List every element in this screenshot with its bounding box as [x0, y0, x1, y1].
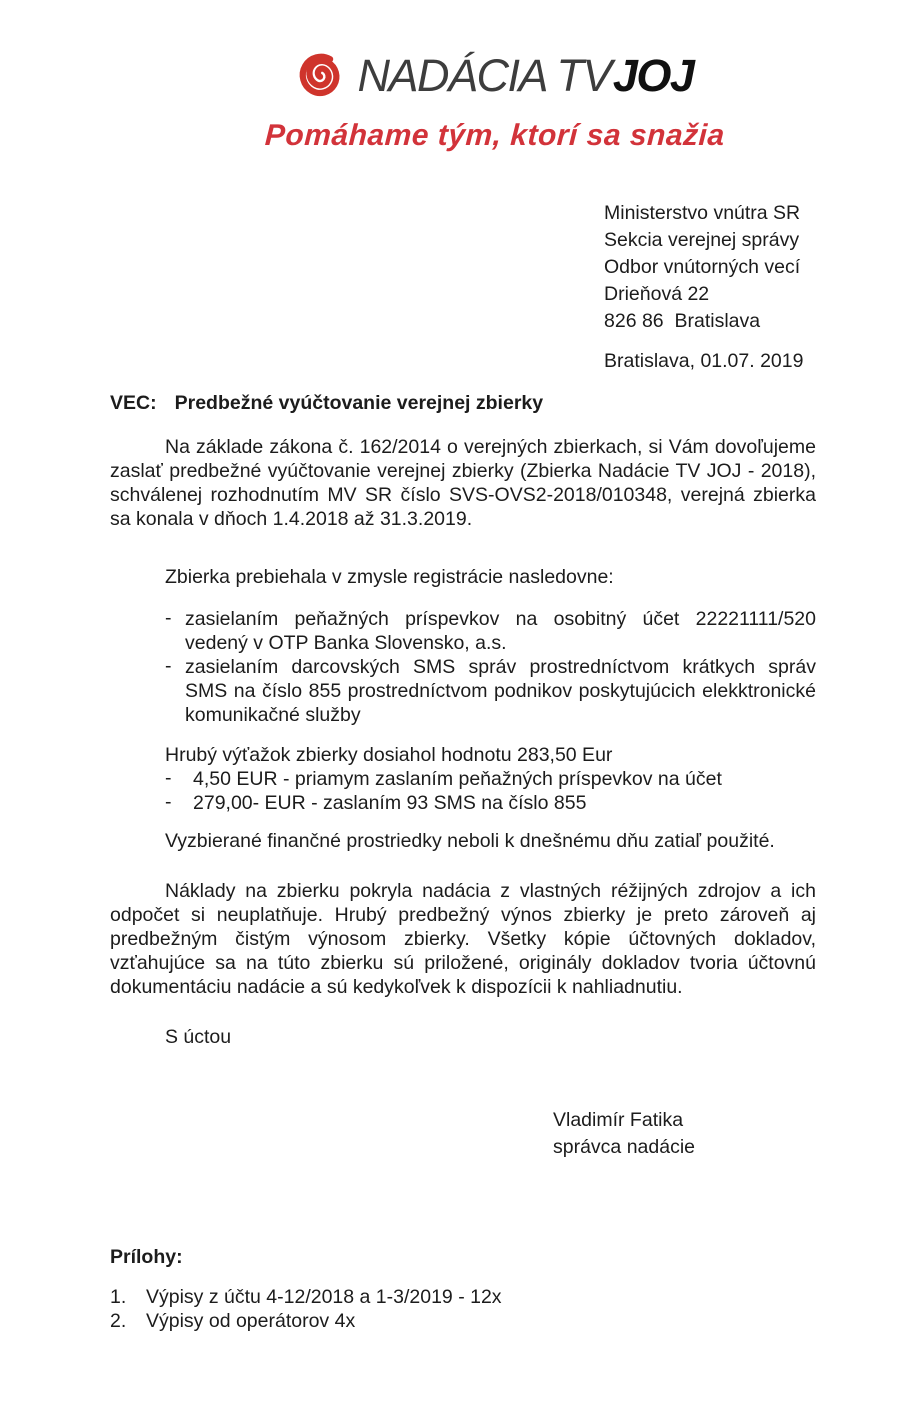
attachment-text: Výpisy z účtu 4-12/2018 a 1-3/2019 - 12x — [146, 1286, 502, 1308]
list-item: - 4,50 EUR - priamym zaslaním peňažných príspevkov na účet — [165, 767, 816, 791]
recipient-line: Ministerstvo vnútra SR — [604, 202, 801, 224]
attachment-item — [110, 1285, 816, 1309]
intro-paragraph: Na základe zákona č. 162/2014 o verejných zbierkach, si Vám dovoľujeme zaslať predbežné vyúčtovanie verejnej zbierky (Zbierka Nadácie TV JOJ - 2018), schválenej rozhodnutím MV SR číslo SVS-OVS2-2018/010348, verejná zbierka sa konala v dňoch 1.4.2018 až 31.3.2019. — [110, 436, 816, 530]
signatory-title: správca nadácie — [553, 1136, 696, 1158]
subject-label: VEC: — [110, 392, 157, 414]
recipient-line: Odbor vnútorných vecí — [604, 256, 801, 278]
attachment-text: Výpisy od operátorov 4x — [146, 1310, 356, 1332]
attachment-number: 1. — [110, 1286, 127, 1308]
joj-swirl-icon — [285, 41, 356, 110]
list-item: - 279,00- EUR - zaslaním 93 SMS na číslo 855 — [165, 791, 816, 815]
collection-methods-list — [165, 607, 816, 727]
attachments-title: Prílohy: — [110, 1246, 183, 1268]
brand-tagline: Pomáhame tým, ktorí sa snažia — [264, 119, 726, 152]
letter-body — [0, 200, 924, 1333]
logo-wordmark-regular: NADÁCIA TV — [357, 49, 611, 101]
signature-block — [553, 1107, 816, 1161]
list-item: - zasielaním darcovských SMS správ prostredníctvom krátkych správ SMS na číslo 855 prostredníctvom podnikov poskytujúcich elekktronické komunikačné služby — [165, 655, 816, 727]
letterhead — [0, 0, 924, 152]
logo-wordmark — [357, 49, 694, 101]
signatory-name: Vladimír Fatika — [553, 1109, 684, 1131]
costs-paragraph: Náklady na zbierku pokryla nadácia z vlastných réžijných zdrojov a ich odpočet si neuplatňuje. Hrubý predbežný výnos zbierky je preto zároveň aj predbežným čistým výnosom zbierky. Všetky kópie účtovných dokladov, vzťahujúce sa na túto zbierku sú priložené, originály dokladov tvoria účtovnú dokumentáciu nadácie a sú kedykoľvek k dispozícii k nahliadnutiu. — [110, 880, 816, 998]
attachment-number: 2. — [110, 1310, 127, 1332]
logo-wordmark-bold: JOJ — [612, 49, 694, 101]
gross-total-line: Hrubý výťažok zbierky dosiahol hodnotu 283,50 Eur — [165, 744, 613, 766]
recipient-line: Drieňová 22 — [604, 283, 710, 305]
recipient-address — [604, 200, 816, 335]
list-item: - zasielaním peňažných príspevkov na osobitný účet 22221111/520 vedený v OTP Banka Slovensko, a.s. — [165, 607, 816, 655]
date-line: Bratislava, 01.07. 2019 — [604, 350, 804, 372]
registration-intro: Zbierka prebiehala v zmysle registrácie nasledovne: — [165, 566, 614, 588]
logo — [297, 48, 694, 102]
attachment-item — [110, 1309, 816, 1333]
subject-line — [110, 391, 816, 415]
subject-text: Predbežné vyúčtovanie verejnej zbierky — [174, 392, 544, 414]
amounts-list — [165, 767, 816, 815]
funds-note: Vyzbierané finančné prostriedky neboli k dnešnému dňu zatiaľ použité. — [165, 830, 775, 852]
closing-salutation: S úctou — [165, 1026, 232, 1048]
recipient-line: Sekcia verejnej správy — [604, 229, 800, 251]
attachments-list — [110, 1285, 816, 1333]
recipient-line: 826 86 Bratislava — [604, 310, 761, 332]
